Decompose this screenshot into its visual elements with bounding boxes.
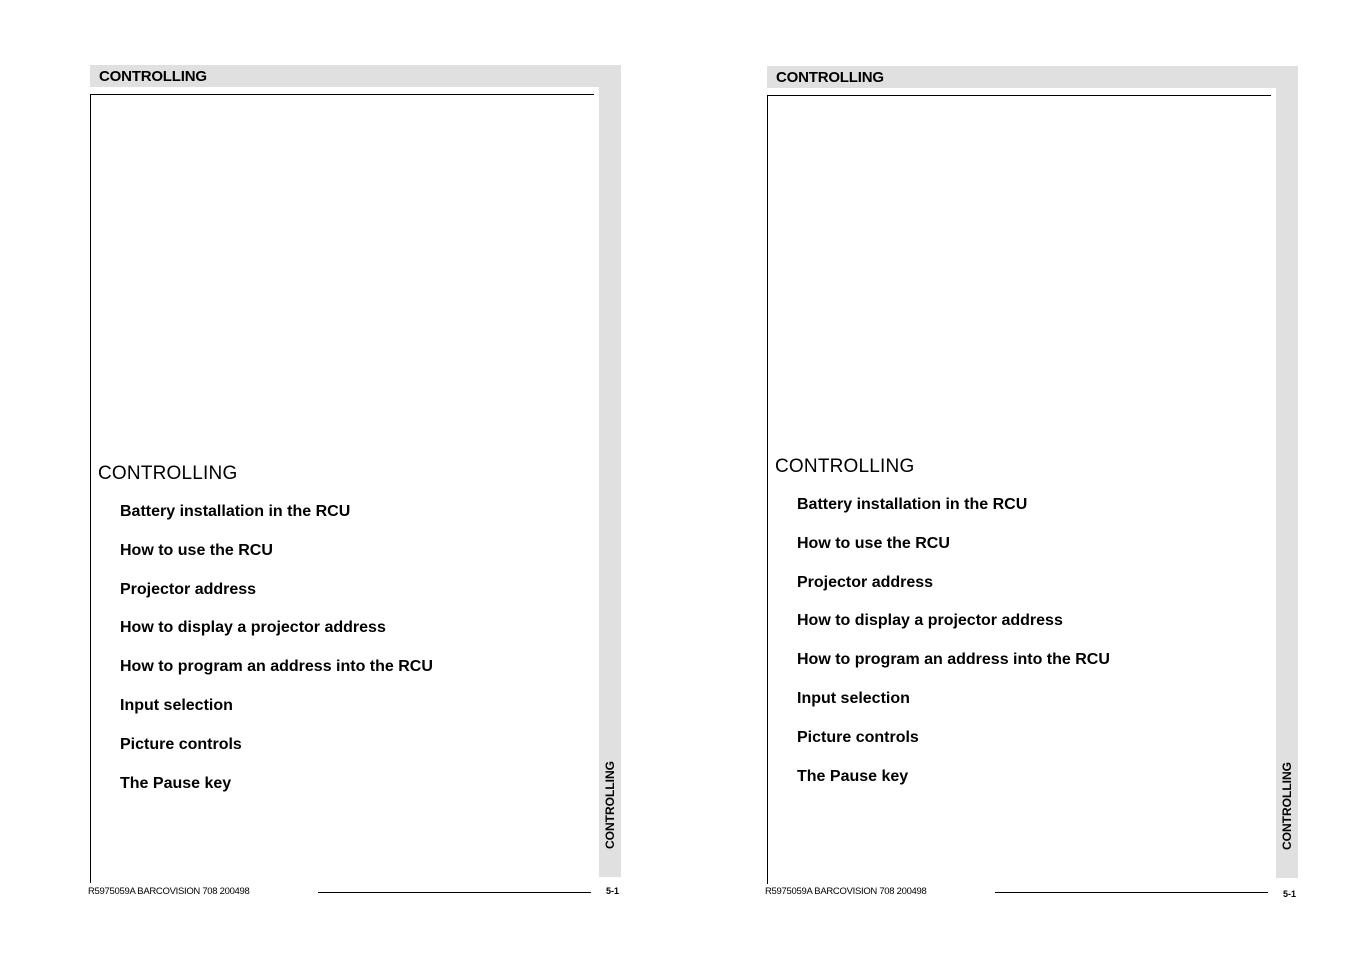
manual-page-right	[765, 0, 1325, 954]
manual-page-left	[88, 0, 648, 954]
toc-item: The Pause key	[797, 767, 909, 785]
side-tab	[1276, 88, 1298, 878]
header-bar	[767, 66, 1298, 88]
toc-list	[120, 502, 433, 812]
footer-reference: R5975059A BARCOVISION 708 200498	[765, 886, 927, 897]
toc-item: Picture controls	[797, 728, 919, 746]
section-title: CONTROLLING	[775, 456, 915, 477]
page-number: 5-1	[1283, 889, 1297, 899]
footer-rule	[318, 892, 591, 893]
footer-rule	[995, 892, 1268, 893]
toc-item: How to program an address into the RCU	[120, 658, 433, 676]
toc-item: How to program an address into the RCU	[797, 651, 1110, 669]
page-number: 5-1	[606, 886, 620, 896]
toc-list	[797, 495, 1110, 805]
footer-reference: R5975059A BARCOVISION 708 200498	[88, 886, 250, 897]
frame-top-rule	[767, 95, 1271, 96]
toc-item: Input selection	[120, 696, 233, 714]
toc-item: Projector address	[120, 580, 257, 598]
toc-item: The Pause key	[120, 774, 232, 792]
header-title: CONTROLLING	[776, 69, 884, 86]
frame-left-rule	[90, 94, 91, 883]
toc-item: Projector address	[797, 573, 934, 591]
toc-item: How to use the RCU	[120, 541, 273, 559]
toc-item: Battery installation in the RCU	[120, 503, 351, 520]
side-tab	[599, 87, 621, 877]
side-tab-label: CONTROLLING	[1280, 762, 1294, 850]
toc-item: How to display a projector address	[797, 612, 1063, 630]
frame-top-rule	[90, 94, 594, 95]
section-title: CONTROLLING	[98, 463, 238, 484]
frame-left-rule	[767, 95, 768, 884]
toc-item: Input selection	[797, 689, 910, 707]
toc-item: Battery installation in the RCU	[797, 496, 1028, 513]
header-title: CONTROLLING	[99, 68, 207, 85]
toc-item: Picture controls	[120, 735, 242, 753]
toc-item: How to display a projector address	[120, 619, 386, 637]
toc-item: How to use the RCU	[797, 534, 950, 552]
header-bar	[90, 65, 621, 87]
side-tab-label: CONTROLLING	[603, 761, 617, 849]
